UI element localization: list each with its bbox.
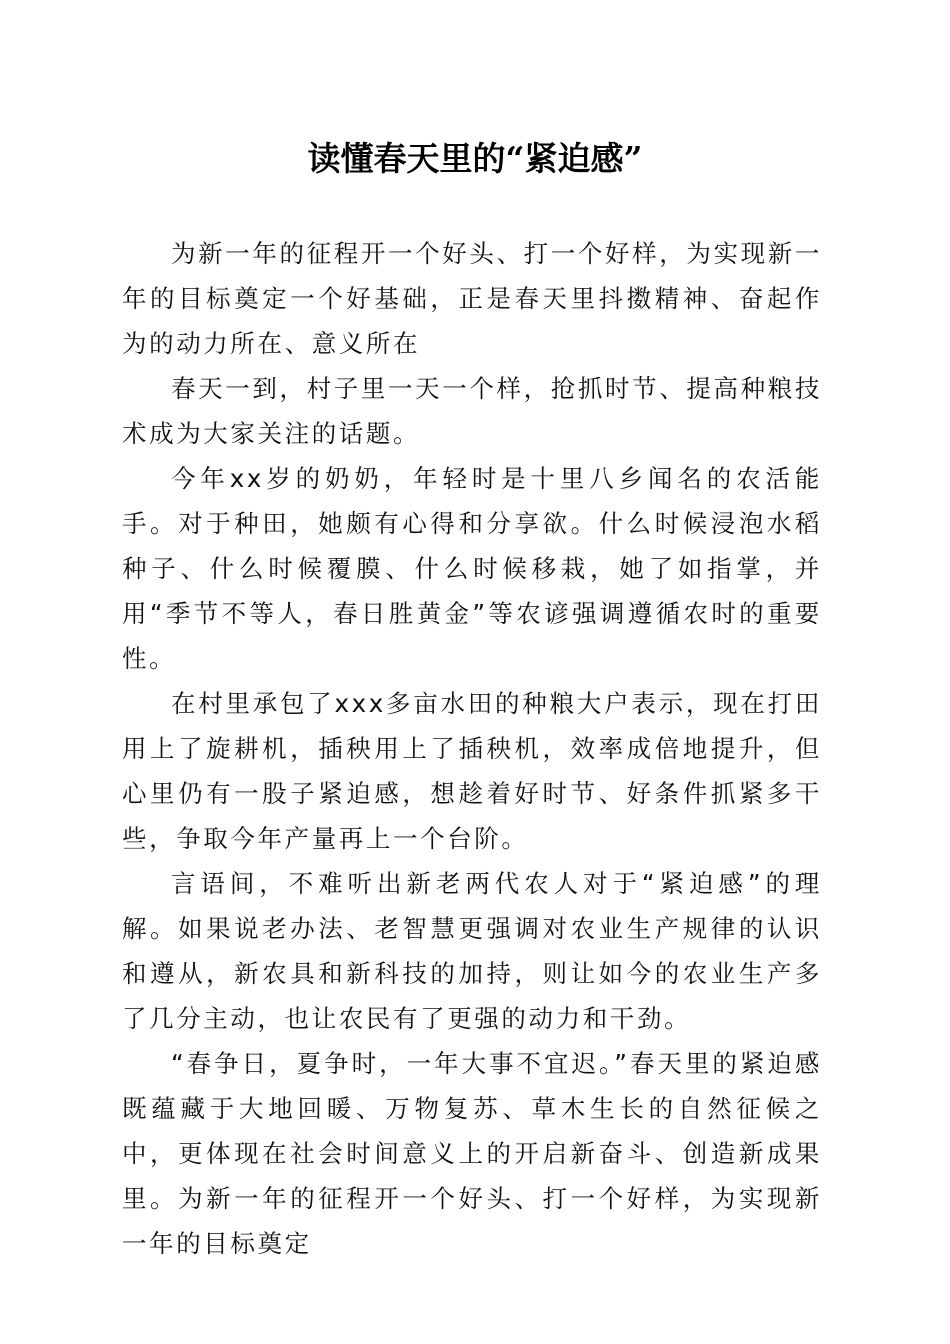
paragraph: 春天一到，村子里一天一个样，抢抓时节、提高种粮技术成为大家关注的话题。 [122, 374, 822, 448]
paragraph: “春争日，夏争时，一年大事不宜迟。”春天里的紧迫感既蕴藏于大地回暖、万物复苏、草木生长的自然征候之中，更体现在社会时间意义上的开启新奋斗、创造新成果里。为新一年的征程开一个好头、打一个好样，为实现新一年的目标奠定 [122, 1049, 822, 1258]
paragraph: 在村里承包了xxx多亩水田的种粮大户表示，现在打田用上了旋耕机，插秧用上了插秧机，效率成倍地提升，但心里仍有一股子紧迫感，想趁着好时节、好条件抓紧多干些，争取今年产量再上一个台阶。 [122, 689, 822, 853]
paragraph: 今年xx岁的奶奶，年轻时是十里八乡闻名的农活能手。对于种田，她颇有心得和分享欲。什么时候浸泡水稻种子、什么时候覆膜、什么时候移栽，她了如指掌，并用“季节不等人，春日胜黄金”等农谚强调遵循农时的重要性。 [122, 464, 822, 673]
document-body [122, 231, 822, 1266]
paragraph: 为新一年的征程开一个好头、打一个好样，为实现新一年的目标奠定一个好基础，正是春天里抖擞精神、奋起作为的动力所在、意义所在 [122, 239, 822, 358]
paragraph: 言语间，不难听出新老两代农人对于“紧迫感”的理解。如果说老办法、老智慧更强调对农业生产规律的认识和遵从，新农具和新科技的加持，则让如今的农业生产多了几分主动，也让农民有了更强的动力和干劲。 [122, 869, 822, 1033]
document-title: 读懂春天里的“紧迫感” [307, 139, 643, 178]
